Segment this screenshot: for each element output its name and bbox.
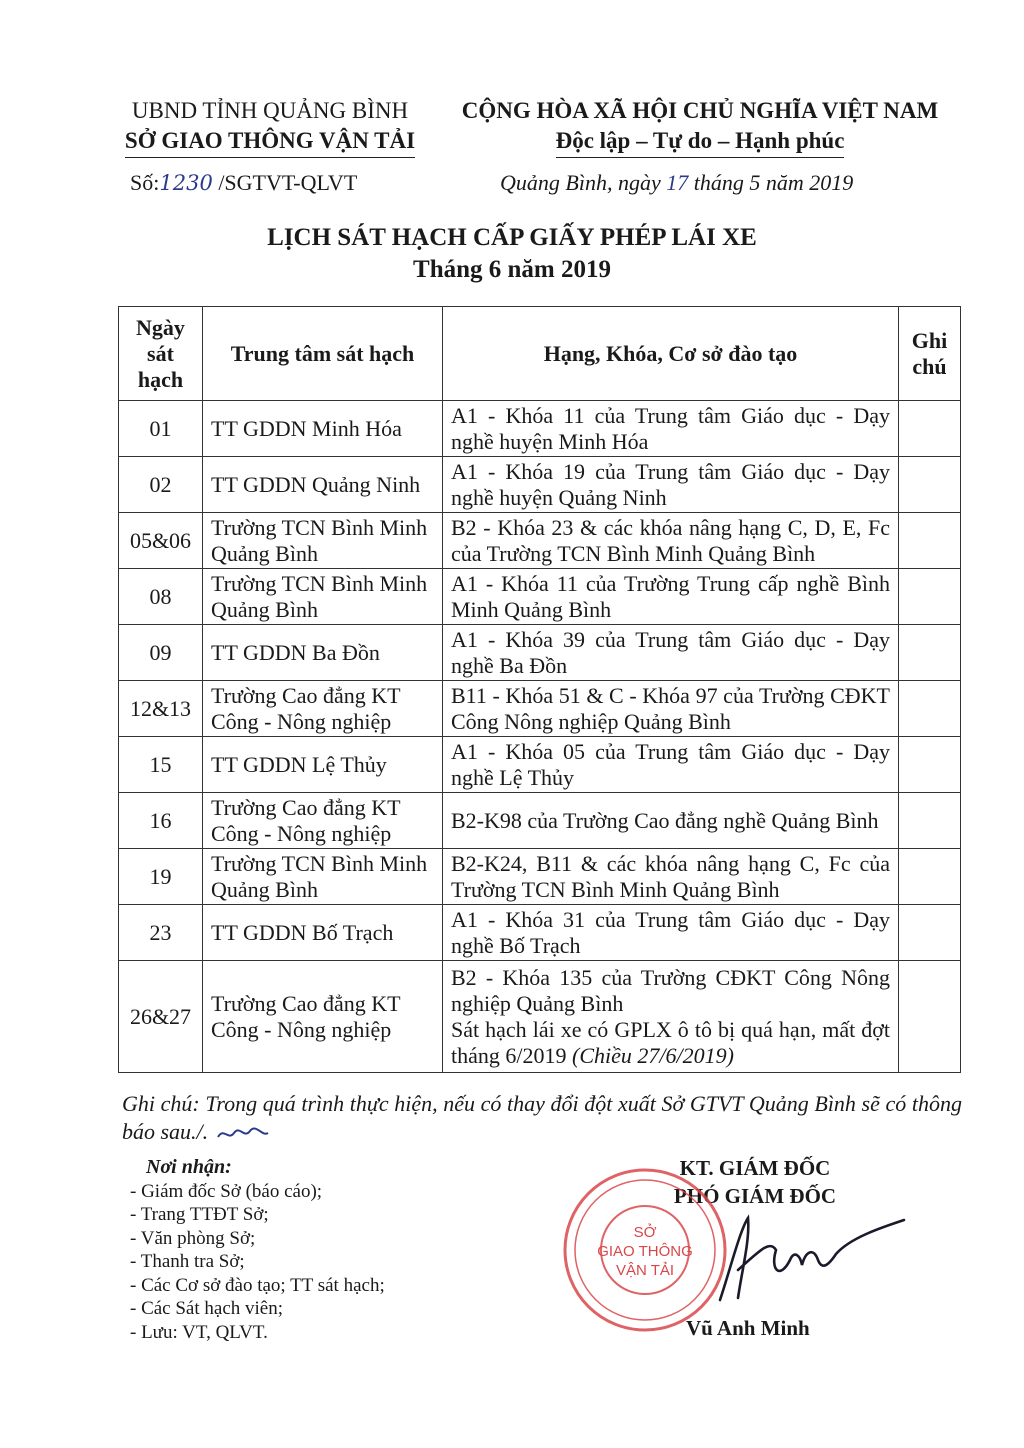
row-day: 01	[119, 401, 203, 457]
row-day: 23	[119, 905, 203, 961]
seal-text-line1: SỞ	[633, 1224, 657, 1241]
list-item: - Các Sát hạch viên;	[130, 1298, 284, 1319]
row-center: TT GDDN Bố Trạch	[203, 905, 443, 961]
doc-no-suffix: /SGTVT-QLVT	[218, 170, 358, 195]
row-course: A1 - Khóa 11 của Trường Trung cấp nghề Bình Minh Quảng Bình	[443, 569, 899, 625]
document-number	[130, 170, 357, 196]
footnote-text: Ghi chú: Trong quá trình thực hiện, nếu có thay đổi đột xuất Sở GTVT Quảng Bình sẽ có thông báo sau./.	[122, 1091, 962, 1144]
list-item: - Văn phòng Sở;	[130, 1227, 256, 1249]
list-item: - Các Cơ sở đào tạo; TT sát hạch;	[130, 1274, 385, 1296]
country-header	[430, 96, 970, 158]
row-course-extra: Sát hạch lái xe có GPLX ô tô bị quá hạn, mất đợt tháng 6/2019	[451, 1016, 890, 1068]
header-note: Ghi chú	[899, 307, 961, 401]
row-note	[899, 793, 961, 849]
row-day: 26&27	[119, 961, 203, 1073]
row-day: 15	[119, 737, 203, 793]
row-note	[899, 625, 961, 681]
date-prefix: Quảng Bình, ngày	[500, 170, 661, 195]
row-center: Trường Cao đẳng KT Công - Nông nghiệp	[203, 793, 443, 849]
row-day: 16	[119, 793, 203, 849]
row-center: Trường Cao đẳng KT Công - Nông nghiệp	[203, 961, 443, 1073]
recipients-list	[130, 1180, 385, 1345]
row-course: B2-K24, B11 & các khóa nâng hạng C, Fc của Trường TCN Bình Minh Quảng Bình	[443, 849, 899, 905]
date-day-handwritten: 17	[666, 170, 689, 195]
table-row	[119, 961, 961, 1073]
list-item: - Lưu: VT, QLVT.	[130, 1321, 268, 1343]
row-course	[443, 961, 899, 1073]
row-course-main: B2 - Khóa 135 của Trường CĐKT Công Nông nghiệp Quảng Bình	[451, 964, 890, 1016]
row-note	[899, 569, 961, 625]
row-course: B11 - Khóa 51 & C - Khóa 97 của Trường CĐKT Công Nông nghiệp Quảng Bình	[443, 681, 899, 737]
row-note	[899, 681, 961, 737]
row-center: TT GDDN Lệ Thủy	[203, 737, 443, 793]
list-item: - Giám đốc Sở (báo cáo);	[130, 1180, 323, 1202]
document-subtitle: Tháng 6 năm 2019	[413, 256, 611, 283]
table-row	[119, 737, 961, 793]
row-note	[899, 905, 961, 961]
row-course-extra-italic: (Chiều 27/6/2019)	[572, 1042, 734, 1068]
doc-no-prefix: Số:	[130, 170, 160, 195]
row-day: 02	[119, 457, 203, 513]
handwritten-signature	[690, 1210, 910, 1310]
row-day: 09	[119, 625, 203, 681]
row-center: Trường TCN Bình Minh Quảng Bình	[203, 513, 443, 569]
row-course: A1 - Khóa 39 của Trung tâm Giáo dục - Dạy nghề Ba Đồn	[443, 625, 899, 681]
signer-title2: PHÓ GIÁM ĐỐC	[673, 1184, 837, 1208]
table-row	[119, 625, 961, 681]
table-row	[119, 401, 961, 457]
row-center: Trường Cao đẳng KT Công - Nông nghiệp	[203, 681, 443, 737]
list-item: - Thanh tra Sở;	[130, 1251, 245, 1272]
table-row	[119, 849, 961, 905]
row-center: Trường TCN Bình Minh Quảng Bình	[203, 849, 443, 905]
row-course: A1 - Khóa 19 của Trung tâm Giáo dục - Dạy nghề huyện Quảng Ninh	[443, 457, 899, 513]
table-row	[119, 569, 961, 625]
row-day: 19	[119, 849, 203, 905]
row-center: Trường TCN Bình Minh Quảng Bình	[203, 569, 443, 625]
row-note	[899, 401, 961, 457]
row-center: TT GDDN Minh Hóa	[203, 401, 443, 457]
header-center: Trung tâm sát hạch	[203, 307, 443, 401]
row-course: A1 - Khóa 31 của Trung tâm Giáo dục - Dạy nghề Bố Trạch	[443, 905, 899, 961]
header-course: Hạng, Khóa, Cơ sở đào tạo	[443, 307, 899, 401]
recipients	[130, 1156, 385, 1344]
table-row	[119, 905, 961, 961]
initials-mark	[214, 1125, 270, 1143]
document-date	[500, 170, 853, 196]
document-title: LỊCH SÁT HẠCH CẤP GIẤY PHÉP LÁI XE	[267, 224, 757, 251]
row-day: 12&13	[119, 681, 203, 737]
row-note	[899, 513, 961, 569]
country-line1: CỘNG HÒA XÃ HỘI CHỦ NGHĨA VIỆT NAM	[461, 98, 939, 123]
doc-no-handwritten: 1230	[159, 171, 213, 195]
footnote	[122, 1090, 962, 1146]
seal-text-line2: GIAO THÔNG	[597, 1243, 693, 1260]
recipients-title: Nơi nhận:	[146, 1156, 232, 1178]
table-row	[119, 793, 961, 849]
row-note	[899, 737, 961, 793]
row-note	[899, 457, 961, 513]
table-row	[119, 681, 961, 737]
seal-text-line3: VẬN TẢI	[615, 1262, 675, 1279]
row-center: TT GDDN Quảng Ninh	[203, 457, 443, 513]
row-center: TT GDDN Ba Đồn	[203, 625, 443, 681]
signer-title1: KT. GIÁM ĐỐC	[679, 1156, 831, 1180]
row-course: B2-K98 của Trường Cao đẳng nghề Quảng Bình	[443, 793, 899, 849]
header-day: Ngày sát hạch	[119, 307, 203, 401]
country-motto: Độc lập – Tự do – Hạnh phúc	[556, 126, 845, 158]
row-course: A1 - Khóa 05 của Trung tâm Giáo dục - Dạy nghề Lệ Thủy	[443, 737, 899, 793]
row-course: B2 - Khóa 23 & các khóa nâng hạng C, D, E, Fc của Trường TCN Bình Minh Quảng Bình	[443, 513, 899, 569]
row-note	[899, 961, 961, 1073]
table-row	[119, 457, 961, 513]
date-suffix: tháng 5 năm 2019	[693, 170, 854, 195]
row-course: A1 - Khóa 11 của Trung tâm Giáo dục - Dạy nghề huyện Minh Hóa	[443, 401, 899, 457]
signer-name: Vũ Anh Minh	[686, 1316, 810, 1340]
table-row	[119, 513, 961, 569]
agency-header	[100, 96, 440, 158]
row-day: 08	[119, 569, 203, 625]
table-header-row	[119, 307, 961, 401]
agency-line1: UBND TỈNH QUẢNG BÌNH	[131, 98, 409, 123]
schedule-table	[118, 306, 961, 1073]
row-day: 05&06	[119, 513, 203, 569]
row-note	[899, 849, 961, 905]
agency-line2: SỞ GIAO THÔNG VẬN TẢI	[125, 126, 415, 158]
list-item: - Trang TTĐT Sở;	[130, 1204, 269, 1225]
